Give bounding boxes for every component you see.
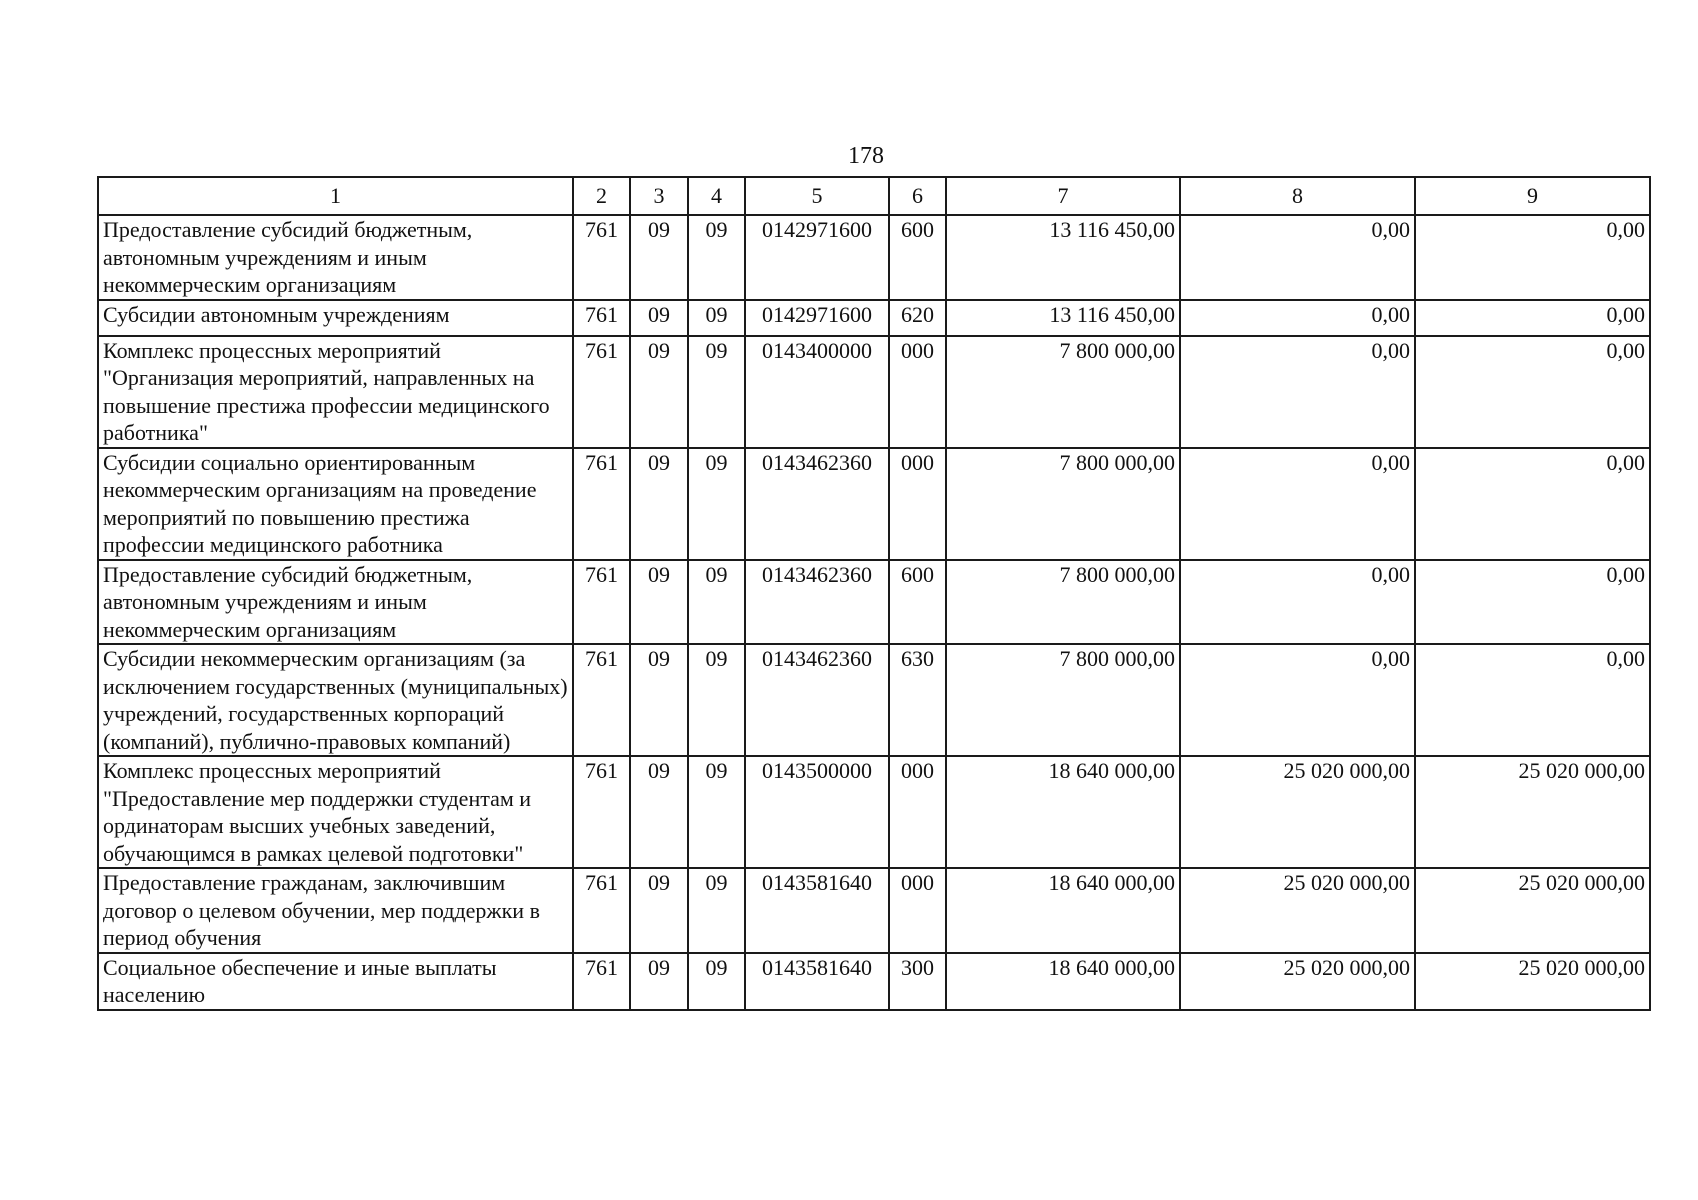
row-expense-type: 000 <box>889 448 946 560</box>
row-name: Субсидии социально ориентированным некоммерческим организациям на проведение мероприятий по повышению престижа профессии медицинского работника <box>98 448 573 560</box>
row-amount-col8: 0,00 <box>1180 644 1415 756</box>
row-target-article: 0142971600 <box>745 215 889 300</box>
page-number: 178 <box>848 143 884 169</box>
row-subsection: 09 <box>688 756 745 868</box>
row-amount-col9: 0,00 <box>1415 300 1650 336</box>
row-target-article: 0143500000 <box>745 756 889 868</box>
row-admin-code: 761 <box>573 215 630 300</box>
table-row <box>98 756 1650 868</box>
row-amount-col8: 0,00 <box>1180 300 1415 336</box>
table-row <box>98 215 1650 300</box>
row-amount-col7: 13 116 450,00 <box>946 300 1180 336</box>
row-expense-type: 000 <box>889 756 946 868</box>
row-amount-col9: 0,00 <box>1415 215 1650 300</box>
row-subsection: 09 <box>688 644 745 756</box>
table-row <box>98 300 1650 336</box>
row-amount-col7: 7 800 000,00 <box>946 560 1180 645</box>
row-section: 09 <box>630 953 688 1010</box>
header-col-7: 7 <box>946 177 1180 215</box>
row-amount-col8: 25 020 000,00 <box>1180 868 1415 953</box>
row-amount-col8: 0,00 <box>1180 560 1415 645</box>
row-target-article: 0143581640 <box>745 868 889 953</box>
row-amount-col7: 18 640 000,00 <box>946 953 1180 1010</box>
row-target-article: 0143462360 <box>745 448 889 560</box>
row-target-article: 0143462360 <box>745 644 889 756</box>
row-section: 09 <box>630 868 688 953</box>
header-col-9: 9 <box>1415 177 1650 215</box>
row-name: Предоставление гражданам, заключившим договор о целевом обучении, мер поддержки в период обучения <box>98 868 573 953</box>
row-amount-col7: 18 640 000,00 <box>946 756 1180 868</box>
row-subsection: 09 <box>688 336 745 448</box>
row-amount-col9: 0,00 <box>1415 560 1650 645</box>
row-subsection: 09 <box>688 953 745 1010</box>
row-amount-col9: 0,00 <box>1415 448 1650 560</box>
row-subsection: 09 <box>688 560 745 645</box>
row-name: Комплекс процессных мероприятий "Организация мероприятий, направленных на повышение престижа профессии медицинского работника" <box>98 336 573 448</box>
row-target-article: 0143581640 <box>745 953 889 1010</box>
header-col-8: 8 <box>1180 177 1415 215</box>
row-target-article: 0143462360 <box>745 560 889 645</box>
row-amount-col8: 0,00 <box>1180 215 1415 300</box>
row-target-article: 0143400000 <box>745 336 889 448</box>
row-subsection: 09 <box>688 448 745 560</box>
row-amount-col7: 7 800 000,00 <box>946 336 1180 448</box>
row-amount-col8: 0,00 <box>1180 448 1415 560</box>
row-expense-type: 600 <box>889 215 946 300</box>
row-section: 09 <box>630 756 688 868</box>
row-name: Предоставление субсидий бюджетным, автономным учреждениям и иным некоммерческим организациям <box>98 215 573 300</box>
row-amount-col7: 7 800 000,00 <box>946 448 1180 560</box>
row-admin-code: 761 <box>573 868 630 953</box>
row-subsection: 09 <box>688 215 745 300</box>
row-amount-col8: 0,00 <box>1180 336 1415 448</box>
row-admin-code: 761 <box>573 953 630 1010</box>
row-expense-type: 000 <box>889 868 946 953</box>
table-row <box>98 560 1650 645</box>
row-amount-col7: 18 640 000,00 <box>946 868 1180 953</box>
row-name: Комплекс процессных мероприятий "Предоставление мер поддержки студентам и ординаторам высших учебных заведений, обучающимся в рамках целевой подготовки" <box>98 756 573 868</box>
row-expense-type: 000 <box>889 336 946 448</box>
row-expense-type: 630 <box>889 644 946 756</box>
row-section: 09 <box>630 448 688 560</box>
row-section: 09 <box>630 215 688 300</box>
row-name: Социальное обеспечение и иные выплаты населению <box>98 953 573 1010</box>
row-admin-code: 761 <box>573 756 630 868</box>
row-amount-col7: 7 800 000,00 <box>946 644 1180 756</box>
budget-table <box>97 176 1651 1011</box>
row-amount-col9: 0,00 <box>1415 644 1650 756</box>
header-col-4: 4 <box>688 177 745 215</box>
header-row <box>98 177 1650 215</box>
table-row <box>98 868 1650 953</box>
row-expense-type: 620 <box>889 300 946 336</box>
table-row <box>98 448 1650 560</box>
header-col-2: 2 <box>573 177 630 215</box>
header-col-1: 1 <box>98 177 573 215</box>
row-amount-col7: 13 116 450,00 <box>946 215 1180 300</box>
row-section: 09 <box>630 644 688 756</box>
row-expense-type: 300 <box>889 953 946 1010</box>
row-admin-code: 761 <box>573 560 630 645</box>
row-subsection: 09 <box>688 300 745 336</box>
table-row <box>98 644 1650 756</box>
row-subsection: 09 <box>688 868 745 953</box>
header-col-5: 5 <box>745 177 889 215</box>
row-expense-type: 600 <box>889 560 946 645</box>
header-col-6: 6 <box>889 177 946 215</box>
table-row <box>98 336 1650 448</box>
row-admin-code: 761 <box>573 336 630 448</box>
row-amount-col9: 0,00 <box>1415 336 1650 448</box>
row-admin-code: 761 <box>573 300 630 336</box>
row-target-article: 0142971600 <box>745 300 889 336</box>
row-section: 09 <box>630 336 688 448</box>
row-amount-col9: 25 020 000,00 <box>1415 756 1650 868</box>
row-section: 09 <box>630 300 688 336</box>
row-name: Субсидии автономным учреждениям <box>98 300 573 336</box>
row-amount-col8: 25 020 000,00 <box>1180 953 1415 1010</box>
row-name: Предоставление субсидий бюджетным, автономным учреждениям и иным некоммерческим организациям <box>98 560 573 645</box>
row-admin-code: 761 <box>573 448 630 560</box>
header-col-3: 3 <box>630 177 688 215</box>
table-row <box>98 953 1650 1010</box>
row-admin-code: 761 <box>573 644 630 756</box>
row-amount-col9: 25 020 000,00 <box>1415 868 1650 953</box>
row-amount-col8: 25 020 000,00 <box>1180 756 1415 868</box>
row-section: 09 <box>630 560 688 645</box>
row-amount-col9: 25 020 000,00 <box>1415 953 1650 1010</box>
row-name: Субсидии некоммерческим организациям (за исключением государственных (муниципальных) учреждений, государственных корпораций (компаний), публично-правовых компаний) <box>98 644 573 756</box>
